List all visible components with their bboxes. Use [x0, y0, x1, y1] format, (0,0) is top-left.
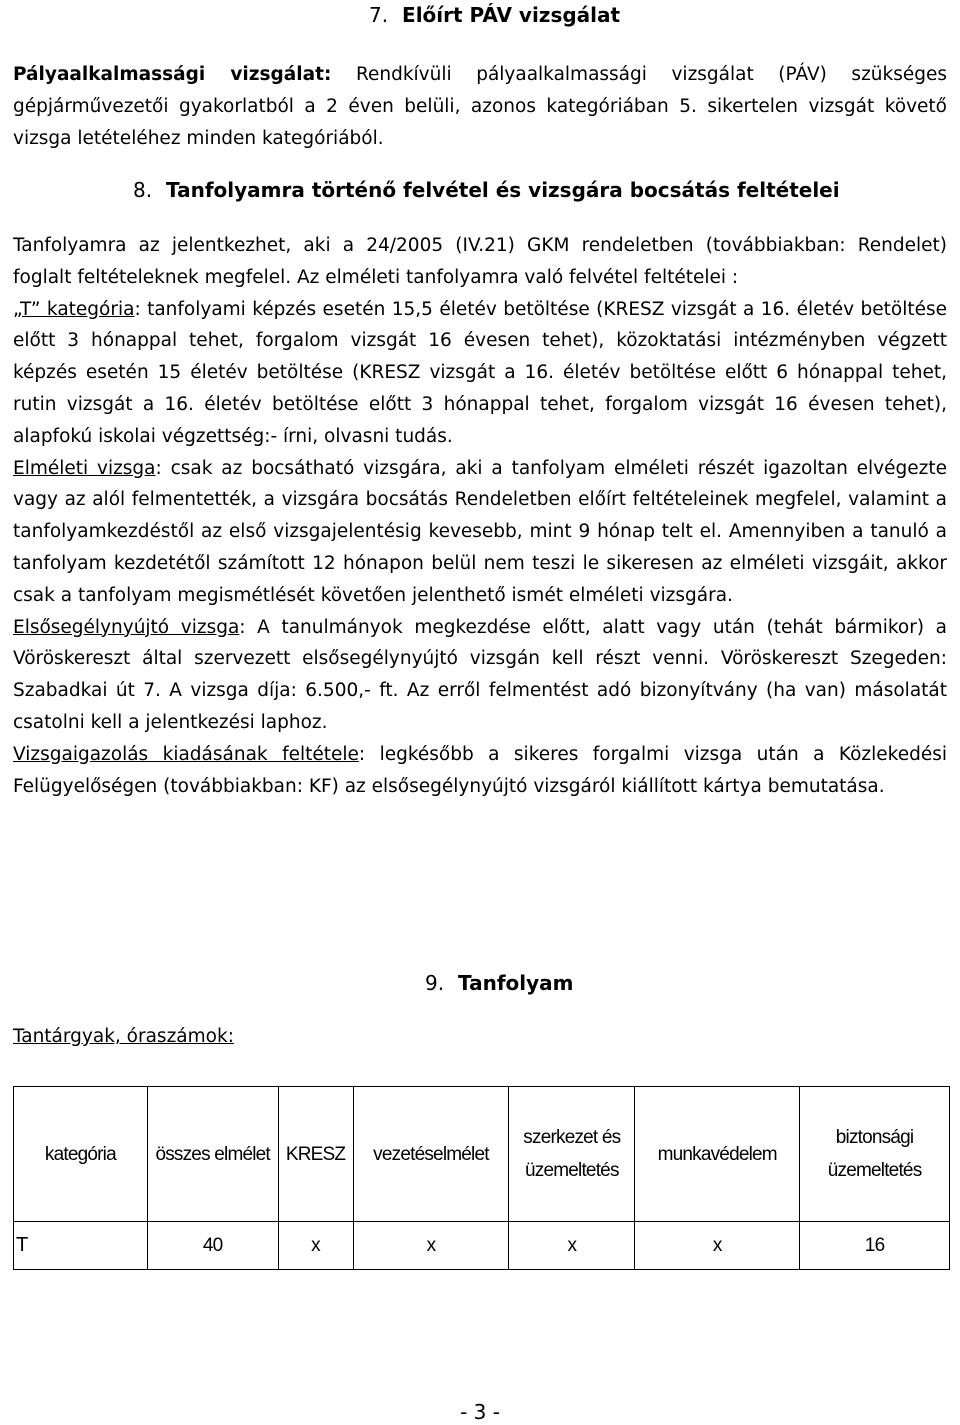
header-kategoria: kategória: [14, 1087, 148, 1222]
cell-driving-theory: x: [353, 1222, 509, 1270]
section-9-number: 9.: [425, 971, 445, 995]
section-7-body: [13, 59, 947, 154]
header-osszes-elmelet: összes elmélet: [147, 1087, 278, 1222]
page-footer: [0, 1400, 960, 1424]
pav-text: Rendkívüli pályaalkalmassági vizsgálat (PÁV) szükséges gépjárművezetői gyakorlatból a 2 éven belüli, azonos kategóriában 5. sikertelen vizsgát követő vizsga letételéhez minden kategóriából.: [13, 64, 947, 149]
header-kresz: KRESZ: [278, 1087, 353, 1222]
section-8-heading: [133, 178, 840, 202]
section-9-title: Tanfolyam: [458, 971, 574, 995]
pav-paragraph: [13, 59, 947, 154]
intro-paragraph: [13, 230, 947, 294]
section-8-body: [13, 230, 947, 802]
first-aid-label: Elsősegélynyújtó vizsga: [13, 616, 240, 638]
header-szerkezet: szerkezet és üzemeltetés: [509, 1087, 635, 1222]
theory-exam-text: : csak az bocsátható vizsgára, aki a tanfolyam elméleti részét igazoltan elvégezte vagy az alól felmentették, a vizsgára bocsátás Rendeletben előírt feltételeinek megfelel, valamint a tanfolyamkezdéstől az első vizsgajelentésig kevesebb, mint 9 hónap telt el. Amennyiben a tanuló a tanfolyam kezdetétől számított 12 hónapon belül nem teszi le sikeresen az elméleti vizsgáit, akkor csak a tanfolyam megismétlését követően jelenthető ismét elméleti vizsgára.: [13, 457, 947, 606]
first-aid-text: : A tanulmányok megkezdése előtt, alatt vagy után (tehát bármikor) a Vöröskereszt által szervezett elsősegélynyújtó vizsgán kell részt venni. Vöröskereszt Szegeden: Szabadkai út 7. A vizsga díja: 6.500,- ft. Az erről felmentést adó bizonyítvány (ha van) másolatát csatolni kell a jelentkezési laphoz.: [13, 616, 948, 733]
theory-exam-paragraph: [13, 453, 947, 612]
intro-text: Tanfolyamra az jelentkezhet, aki a 24/2005 (IV.21) GKM rendeletben (továbbiakban: Rendelet) foglalt feltételeknek megfelel. Az elméleti tanfolyamra való felvétel feltételei :: [13, 235, 947, 288]
section-8-title: Tanfolyamra történő felvétel és vizsgára bocsátás feltételei: [166, 178, 840, 202]
t-category-text: : tanfolyami képzés esetén 15,5 életév betöltése (KRESZ vizsgát a 16. életév betöltése előtt 3 hónappal tehet, forgalom vizsgát 16 évesen tehet), közoktatási intézményben végzett képzés esetén 15 életév betöltése (KRESZ vizsgát a 16. életév betöltése előtt 6 hónappal tehet, rutin vizsgát a 16. életév betöltése előtt 3 hónappal tehet, forgalom vizsgát 16 évesen tehet), alapfokú iskolai végzettség:- írni, olvasni tudás.: [13, 298, 947, 447]
certificate-paragraph: [13, 739, 947, 803]
subjects-label: Tantárgyak, óraszámok:: [13, 1026, 234, 1047]
cell-work-safety: x: [635, 1222, 800, 1270]
header-munkavedelem: munkavédelem: [635, 1087, 800, 1222]
page-number: - 3 -: [460, 1400, 500, 1424]
pav-label: Pályaalkalmassági vizsgálat:: [13, 64, 332, 85]
t-category-paragraph: [13, 294, 947, 453]
first-aid-paragraph: [13, 612, 947, 739]
certificate-label: Vizsgaigazolás kiadásának feltétele: [13, 743, 359, 765]
table-row: [14, 1222, 950, 1270]
section-7-title: Előírt PÁV vizsgálat: [402, 3, 621, 27]
section-7-heading: [369, 3, 620, 27]
section-7-number: 7.: [369, 3, 389, 27]
header-biztonsagi: biztonsági üzemeltetés: [800, 1087, 950, 1222]
section-8-number: 8.: [133, 178, 153, 202]
cell-category: T: [14, 1222, 148, 1270]
header-vezeteselmelet: vezetéselmélet: [353, 1087, 509, 1222]
t-category-label: „T” kategória: [13, 298, 135, 320]
section-9-heading: [425, 971, 574, 995]
cell-total-theory: 40: [147, 1222, 278, 1270]
course-hours-table: [13, 1086, 950, 1270]
cell-kresz: x: [278, 1222, 353, 1270]
cell-structure: x: [509, 1222, 635, 1270]
cell-safe-operation: 16: [800, 1222, 950, 1270]
table-header-row: [14, 1087, 950, 1222]
certificate-text: : legkésőbb a sikeres forgalmi vizsga után a Közlekedési Felügyelőségen (továbbiakban: KF) az elsősegélynyújtó vizsgáról kiállított kártya bemutatása.: [13, 743, 947, 797]
theory-exam-label: Elméleti vizsga: [13, 457, 156, 479]
